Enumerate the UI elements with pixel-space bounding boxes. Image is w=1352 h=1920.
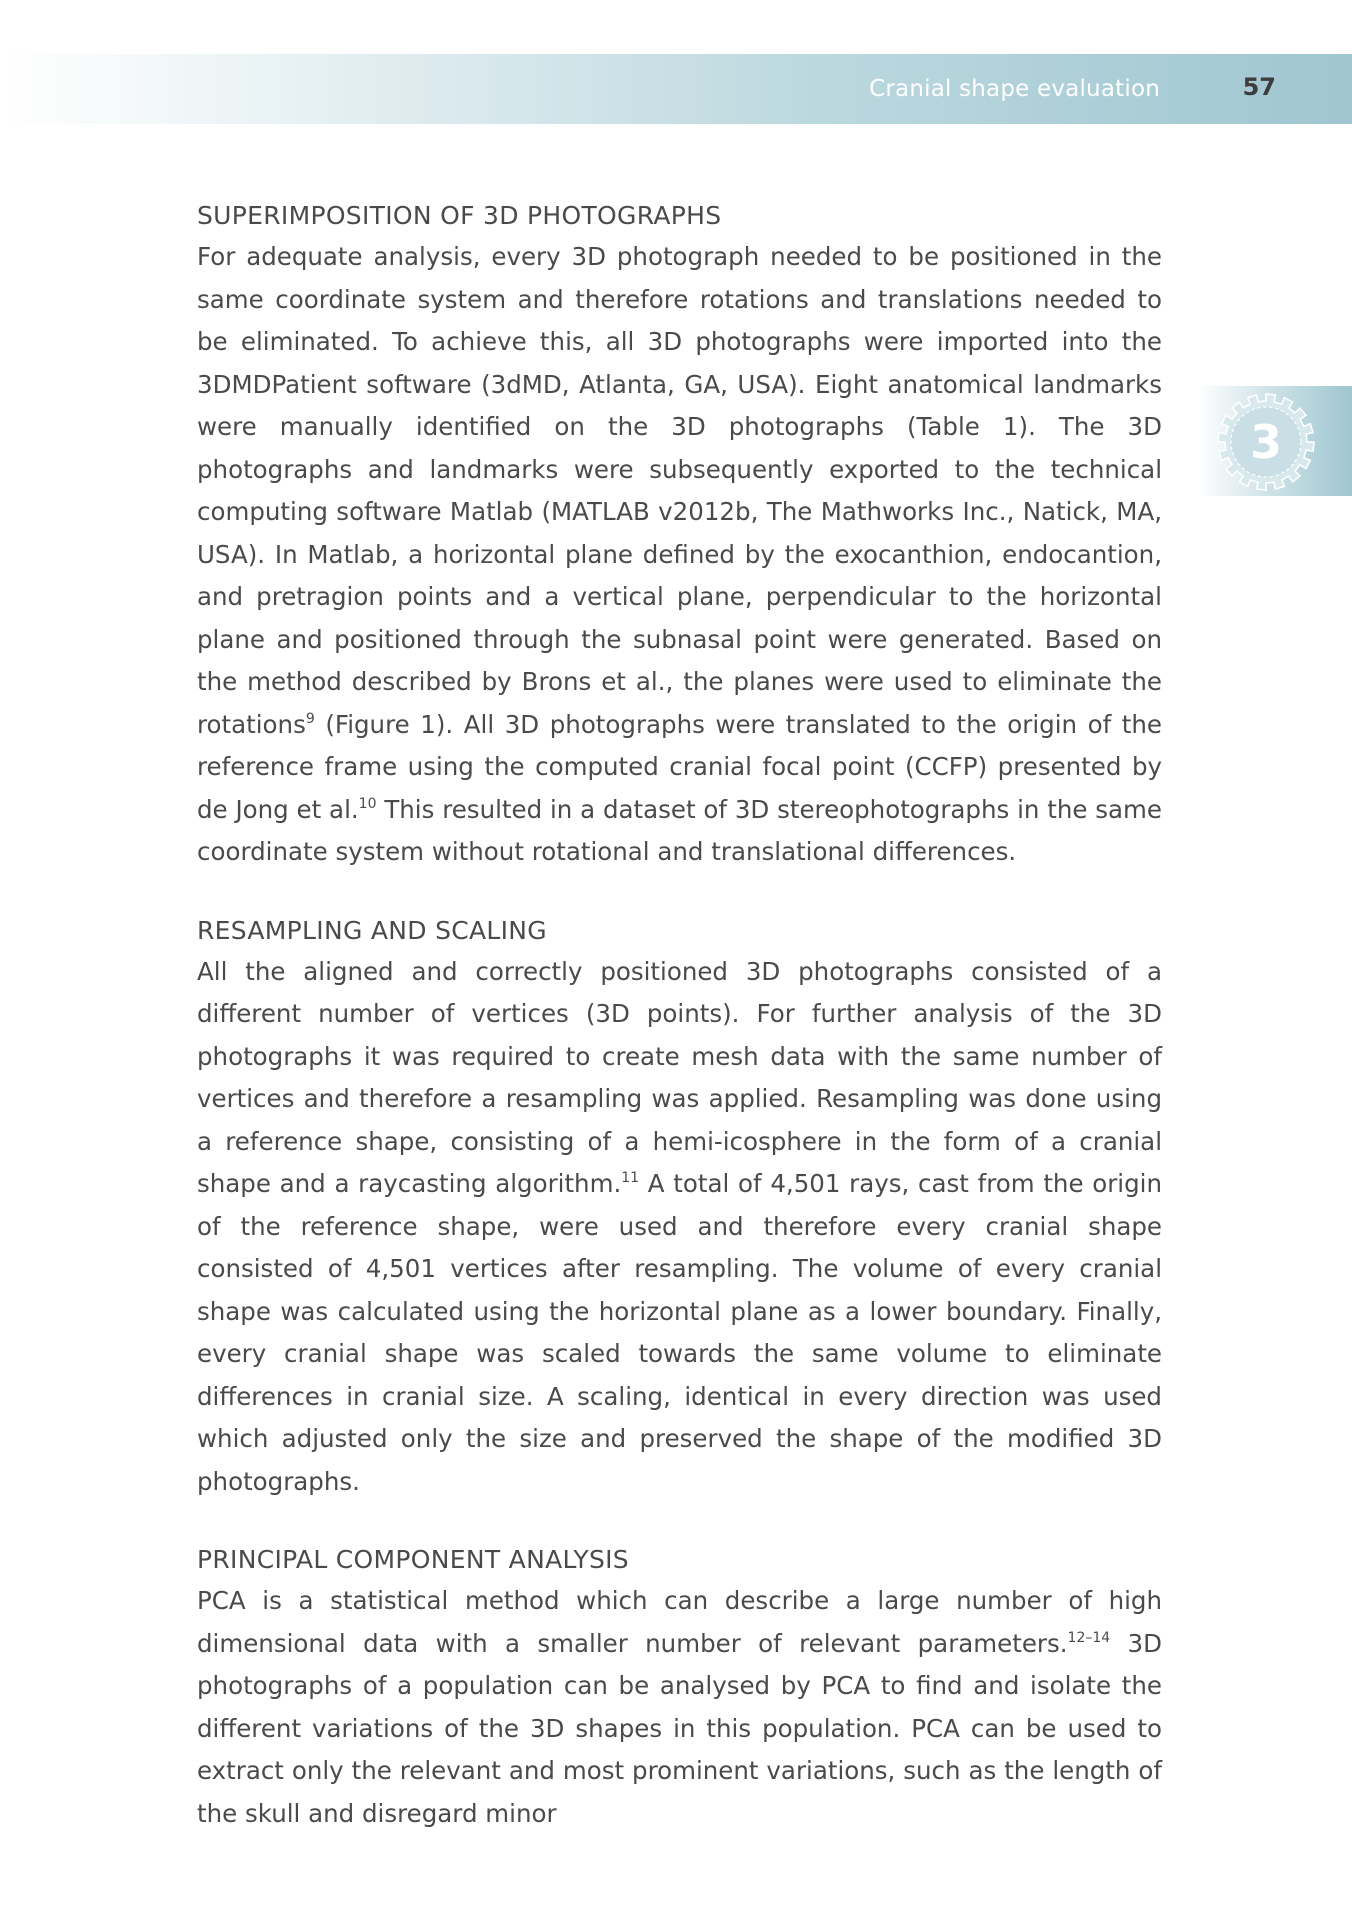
paragraph-text: PCA is a statistical method which can describe a large number of high dimensional data with a smaller number of relevant parameters. bbox=[197, 1586, 1162, 1658]
paragraph-text: This resulted in a dataset of 3D stereophotographs in the same coordinate system without rotational and translational differences. bbox=[197, 794, 1162, 866]
page-number: 57 bbox=[1242, 73, 1276, 101]
section-heading: RESAMPLING AND SCALING bbox=[197, 915, 547, 945]
section-paragraph bbox=[197, 236, 1162, 874]
citation-ref: 12–14 bbox=[1067, 1629, 1111, 1646]
gear-icon bbox=[1216, 392, 1316, 492]
section-paragraph bbox=[197, 1580, 1162, 1835]
paragraph-text: For adequate analysis, every 3D photograph needed to be positioned in the same coordinate system and therefore rotations and translations needed to be eliminated. To achieve this, all 3D photographs were imported into the 3DMDPatient software (3dMD, Atlanta, GA, USA). Eight anatomical landmarks were manually identified on the 3D photographs (Table 1). The 3D photographs and landmarks were subsequently exported to the technical computing software Matlab (MATLAB v2012b, The Mathworks Inc., Natick, MA, USA). In Matlab, a horizontal plane defined by the exocanthion, endocantion, and pretragion points and a vertical plane, perpendicular to the horizontal plane and positioned through the subnasal point were generated. Based on the method described by Brons et al., the planes were used to eliminate the rotations bbox=[197, 242, 1162, 739]
chapter-number: 3 bbox=[1249, 415, 1283, 469]
section-paragraph bbox=[197, 951, 1162, 1504]
citation-ref: 10 bbox=[358, 795, 377, 812]
running-header bbox=[0, 54, 1352, 124]
chapter-tab bbox=[1198, 386, 1352, 496]
section-resampling bbox=[197, 911, 1162, 1504]
section-heading: PRINCIPAL COMPONENT ANALYSIS bbox=[197, 1545, 629, 1574]
paragraph-text: All the aligned and correctly positioned 3D photographs consisted of a different number of vertices (3D points). For further analysis of the 3D photographs it was required to create mesh data with the same number of vertices and therefore a resampling was applied. Resampling was done using a reference shape, consisting of a hemi-icosphere in the form of a cranial shape and a raycasting algorithm. bbox=[197, 956, 1162, 1198]
article-body bbox=[197, 196, 1162, 1872]
running-title: Cranial shape evaluation bbox=[869, 76, 1160, 102]
section-pca bbox=[197, 1540, 1162, 1835]
section-superimposition bbox=[197, 196, 1162, 874]
paragraph-text: 3D photographs of a population can be analysed by PCA to find and isolate the different variations of the 3D shapes in this population. PCA can be used to extract only the relevant and most prominent variations, such as the length of the skull and disregard minor bbox=[197, 1628, 1162, 1828]
citation-ref: 9 bbox=[305, 710, 315, 727]
paragraph-text: (Figure 1). All 3D photographs were translated to the origin of the reference frame using the computed cranial focal point (CCFP) presented by de Jong et al. bbox=[197, 709, 1162, 824]
citation-ref: 11 bbox=[621, 1170, 640, 1186]
paragraph-text: A total of 4,501 rays, cast from the origin of the reference shape, were used and therefore every cranial shape consisted of 4,501 vertices after resampling. The volume of every cranial shape was calculated using the horizontal plane as a lower boundary. Finally, every cranial shape was scaled towards the same volume to eliminate differences in cranial size. A scaling, identical in every direction was used which adjusted only the size and preserved the shape of the modified 3D photographs. bbox=[197, 1169, 1162, 1496]
section-heading: SUPERIMPOSITION OF 3D PHOTOGRAPHS bbox=[197, 201, 722, 230]
